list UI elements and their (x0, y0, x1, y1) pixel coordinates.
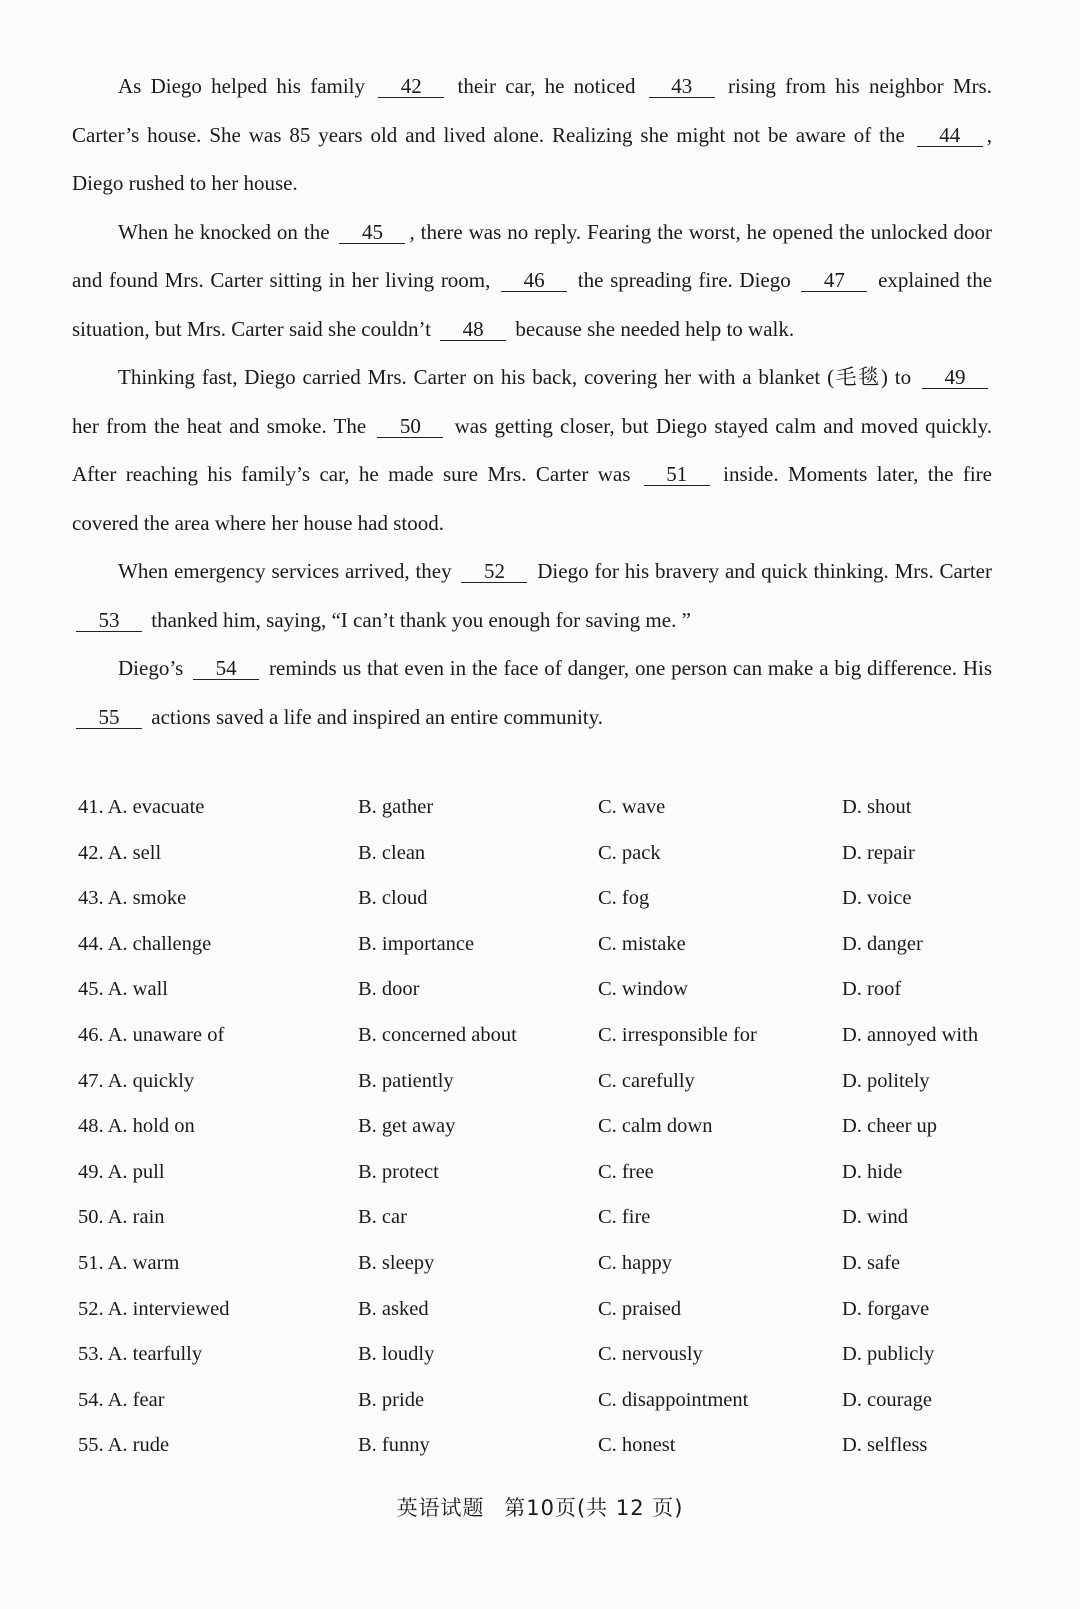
blank-55: 55 (76, 706, 142, 729)
passage-text: thanked him, saying, “I can’t thank you enough for saving me. ” (151, 607, 691, 632)
blank-52: 52 (461, 560, 527, 583)
option-a: 42. A. sell (78, 841, 162, 864)
option-a: 50. A. rain (78, 1206, 165, 1229)
option-a: 49. A. pull (78, 1160, 165, 1183)
paragraph-2 (72, 208, 992, 354)
option-a: 48. A. hold on (78, 1115, 195, 1138)
option-d: D. roof (842, 978, 902, 1001)
option-c: C. carefully (598, 1069, 695, 1092)
passage-text: Diego’s (118, 656, 184, 680)
option-a: 46. A. unaware of (78, 1023, 225, 1046)
question-row (78, 1161, 1018, 1207)
option-a: 51. A. warm (78, 1251, 180, 1274)
blank-43: 43 (649, 75, 715, 98)
option-a: 45. A. wall (78, 978, 168, 1001)
question-row (78, 978, 1018, 1024)
passage-text: her from the heat and smoke. The (72, 413, 367, 438)
passage-text: , there was no reply. Fearing the worst, he opened the unlocked door and found Mrs. Carter sitting in her living room, (72, 219, 993, 292)
blank-53: 53 (76, 609, 142, 632)
blank-48: 48 (440, 318, 506, 341)
blank-51: 51 (644, 463, 710, 486)
question-row (78, 796, 1018, 842)
option-d: D. forgave (842, 1297, 930, 1320)
question-row (78, 842, 1018, 888)
question-row (78, 1298, 1018, 1344)
option-d: D. courage (842, 1388, 932, 1411)
option-b: B. sleepy (358, 1251, 435, 1274)
passage-text: was getting closer, but Diego stayed calm and moved quickly. After reaching his family’s car, he made sure Mrs. Carter was (72, 413, 993, 486)
blank-47: 47 (801, 269, 867, 292)
blank-45: 45 (339, 221, 405, 244)
option-a: 52. A. interviewed (78, 1297, 230, 1320)
option-d: D. repair (842, 841, 915, 864)
option-d: D. politely (842, 1069, 930, 1092)
blank-46: 46 (501, 269, 567, 292)
question-row (78, 1206, 1018, 1252)
option-c: C. pack (598, 841, 661, 864)
option-b: B. car (358, 1206, 407, 1229)
passage-text: Thinking fast, Diego carried Mrs. Carter on his back, covering her with a blanket (毛毯) to (118, 365, 912, 389)
option-c: C. calm down (598, 1115, 713, 1138)
option-b: B. get away (358, 1115, 456, 1138)
paragraph-4 (72, 547, 992, 644)
question-row (78, 1115, 1018, 1161)
option-d: D. wind (842, 1206, 909, 1229)
option-b: B. door (358, 978, 420, 1001)
option-d: D. selfless (842, 1434, 928, 1457)
question-row (78, 1070, 1018, 1116)
passage-text: the spreading fire. Diego (577, 268, 791, 292)
option-d: D. danger (842, 932, 923, 955)
option-c: C. fog (598, 887, 650, 910)
option-b: B. importance (358, 932, 475, 955)
passage-text: their car, he noticed (457, 74, 636, 98)
passage-text: inside. Moments later, the fire covered the area where her house had stood. (72, 462, 992, 535)
option-c: C. praised (598, 1297, 682, 1320)
passage-text: explained the situation, but Mrs. Carter said she couldn’t (72, 268, 993, 341)
option-d: D. shout (842, 796, 912, 818)
passage-text: rising from his neighbor Mrs. Carter’s house. She was 85 years old and lived alone. Realizing she might not be aware of the (72, 74, 992, 147)
option-c: C. window (598, 978, 688, 1001)
option-b: B. loudly (358, 1343, 435, 1366)
question-row (78, 887, 1018, 933)
option-b: B. pride (358, 1388, 425, 1411)
page-footer (0, 1492, 1080, 1522)
option-b: B. funny (358, 1434, 430, 1457)
question-row (78, 1024, 1018, 1070)
cloze-passage (72, 62, 992, 741)
question-row (78, 1343, 1018, 1389)
option-a: 55. A. rude (78, 1434, 170, 1457)
option-c: C. honest (598, 1434, 676, 1457)
option-b: B. concerned about (358, 1023, 517, 1046)
passage-text: actions saved a life and inspired an entire community. (151, 704, 603, 729)
option-c: C. wave (598, 796, 666, 818)
passage-text: When he knocked on the (118, 219, 330, 244)
option-b: B. asked (358, 1297, 429, 1320)
passage-text: reminds us that even in the face of danger, one person can make a big difference. His (269, 656, 993, 680)
option-d: D. cheer up (842, 1115, 938, 1138)
blank-44: 44 (917, 124, 983, 147)
option-d: D. voice (842, 887, 912, 910)
option-a: 47. A. quickly (78, 1069, 195, 1092)
option-d: D. publicly (842, 1343, 935, 1366)
option-b: B. protect (358, 1160, 439, 1183)
option-c: C. happy (598, 1251, 673, 1274)
option-c: C. irresponsible for (598, 1023, 757, 1046)
passage-text: As Diego helped his family (118, 74, 366, 98)
question-row (78, 1434, 1018, 1480)
option-d: D. safe (842, 1251, 901, 1274)
footer-subject: 英语试题 (396, 1496, 485, 1520)
option-d: D. hide (842, 1160, 903, 1183)
question-row (78, 1389, 1018, 1435)
blank-54: 54 (193, 657, 259, 680)
option-a: 41. A. evacuate (78, 796, 205, 818)
paragraph-5 (72, 644, 992, 741)
passage-text: because she needed help to walk. (515, 316, 795, 341)
option-c: C. nervously (598, 1343, 703, 1366)
option-a: 54. A. fear (78, 1388, 165, 1411)
option-a: 43. A. smoke (78, 887, 187, 910)
option-b: B. gather (358, 796, 434, 818)
option-b: B. cloud (358, 887, 428, 910)
option-c: C. free (598, 1160, 654, 1183)
passage-text: Diego for his bravery and quick thinking. Mrs. Carter (537, 559, 992, 583)
option-c: C. disappointment (598, 1388, 749, 1411)
paragraph-3 (72, 353, 992, 547)
option-a: 53. A. tearfully (78, 1343, 203, 1366)
footer-page-number: 第10页(共 12 页) (504, 1496, 684, 1520)
option-b: B. clean (358, 841, 426, 864)
option-c: C. fire (598, 1206, 651, 1229)
paragraph-1 (72, 62, 992, 208)
option-b: B. patiently (358, 1069, 454, 1092)
answer-options (78, 796, 1018, 1480)
option-c: C. mistake (598, 932, 686, 955)
question-row (78, 1252, 1018, 1298)
question-row (78, 933, 1018, 979)
blank-42: 42 (378, 75, 444, 98)
passage-text: When emergency services arrived, they (118, 559, 452, 583)
option-d: D. annoyed with (842, 1023, 979, 1046)
option-a: 44. A. challenge (78, 932, 212, 955)
blank-50: 50 (377, 415, 443, 438)
passage-text: , Diego rushed to her house. (72, 122, 992, 195)
blank-49: 49 (922, 366, 988, 389)
